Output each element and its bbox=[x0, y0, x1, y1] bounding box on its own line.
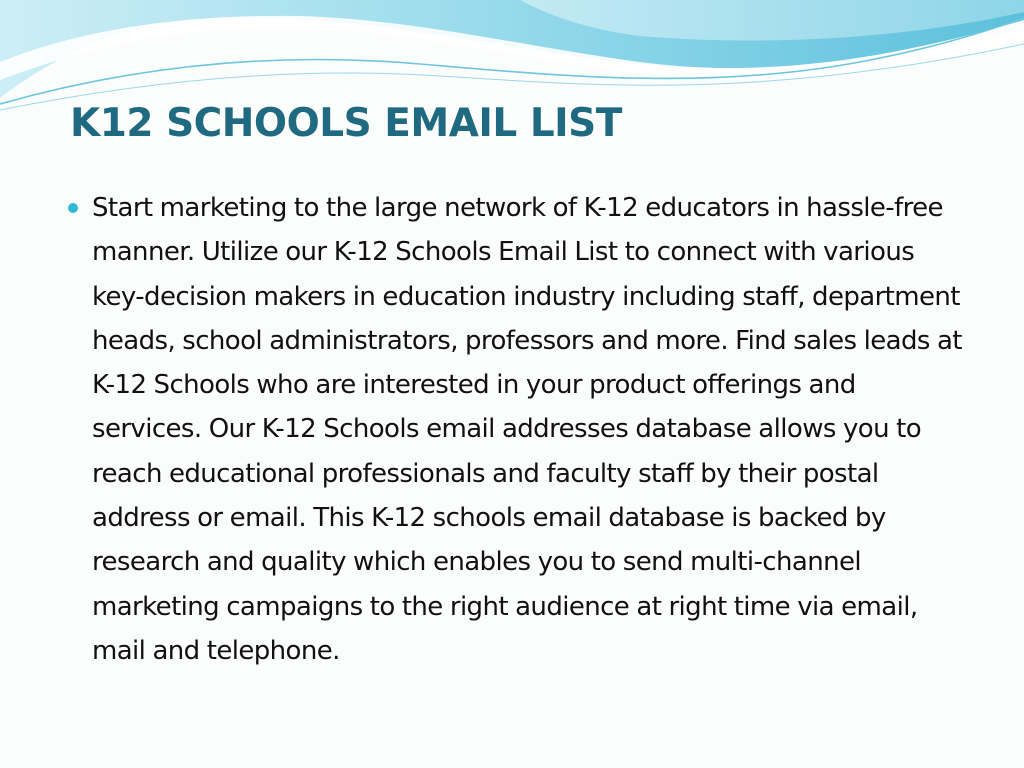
bullet-list bbox=[64, 186, 964, 673]
bullet-text: Start marketing to the large network of K-12 educators in hassle-free manner. Utilize our K-12 Schools Email List to connect with various key-decision makers in education industry including staff, department heads, school administrators, professors and more. Find sales leads at K-12 Schools who are interested in your product offerings and services. Our K-12 Schools email addresses database allows you to reach educational professionals and faculty staff by their postal address or email. This K-12 schools email database is backed by research and quality which enables you to send multi-channel marketing campaigns to the right audience at right time via email, mail and telephone. bbox=[92, 193, 962, 666]
slide-title: K12 SCHOOLS EMAIL LIST bbox=[70, 101, 622, 146]
round-bullet-icon bbox=[68, 203, 78, 213]
bullet-item bbox=[64, 186, 964, 673]
